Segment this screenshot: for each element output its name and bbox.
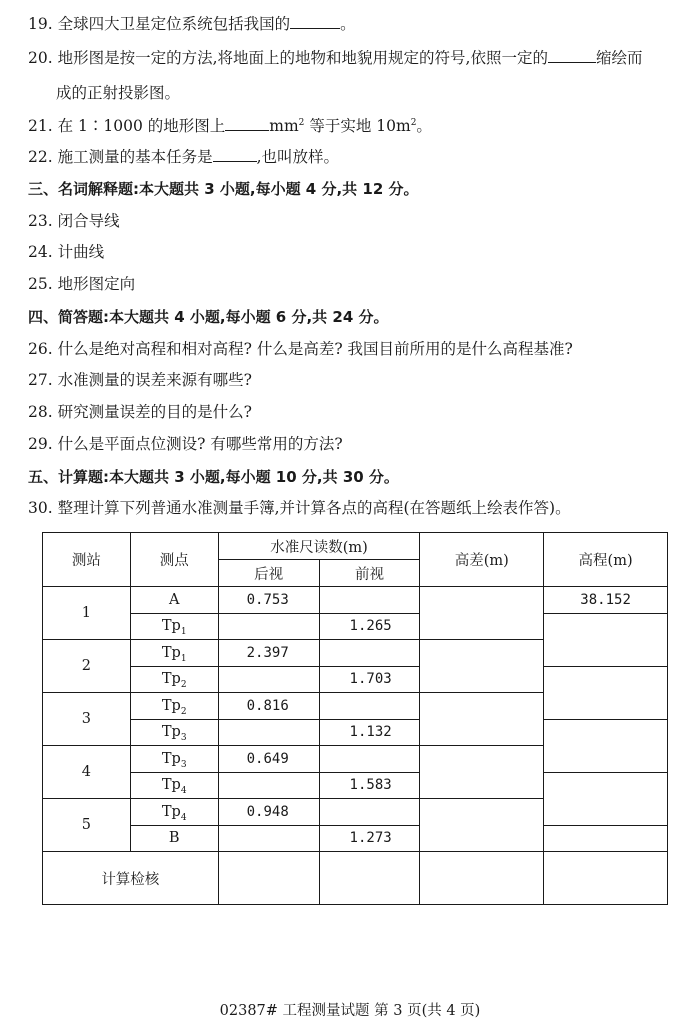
check-elevation-cell	[544, 852, 668, 905]
point-cell: $Tp_3$	[130, 719, 218, 746]
elevation-cell: 38.152	[544, 587, 668, 614]
check-height-diff-cell	[420, 852, 544, 905]
point-cell: $Tp_1$	[130, 640, 218, 667]
question-20-continued: 成的正射投影图。	[56, 84, 181, 102]
backsight-cell	[218, 613, 319, 640]
point-cell: $Tp_1$	[130, 613, 218, 640]
answer-blank	[548, 48, 596, 63]
elevation-cell	[544, 719, 668, 772]
header-point: 测点	[130, 533, 218, 587]
header-reading: 水准尺读数(m)	[218, 533, 420, 560]
foresight-cell: 1.132	[319, 719, 420, 746]
backsight-cell	[218, 825, 319, 852]
page-footer: 02387# 工程测量试题 第 3 页(共 4 页)	[219, 1003, 481, 1019]
station-cell: 3	[43, 693, 131, 746]
answer-blank	[213, 147, 257, 162]
station-cell: 4	[43, 746, 131, 799]
foresight-cell	[319, 746, 420, 773]
height-diff-cell	[420, 587, 544, 640]
leveling-table	[42, 532, 668, 905]
point-cell: $Tp_2$	[130, 693, 218, 720]
header-backsight: 后视	[218, 560, 319, 587]
height-diff-cell	[420, 693, 544, 746]
backsight-cell: 2.397	[218, 640, 319, 667]
question-27: 27. 水准测量的误差来源有哪些?	[28, 371, 252, 389]
header-height-diff: 高差(m)	[420, 533, 544, 587]
elevation-cell	[544, 772, 668, 825]
elevation-cell	[544, 825, 668, 852]
point-cell: $Tp_2$	[130, 666, 218, 693]
question-28: 28. 研究测量误差的目的是什么?	[28, 403, 252, 421]
foresight-cell: 1.583	[319, 772, 420, 799]
section-5-title: 五、计算题:本大题共 3 小题,每小题 10 分,共 30 分。	[28, 468, 399, 486]
foresight-cell	[319, 587, 420, 614]
foresight-cell	[319, 640, 420, 667]
backsight-cell	[218, 719, 319, 746]
backsight-cell: 0.753	[218, 587, 319, 614]
header-station: 测站	[43, 533, 131, 587]
foresight-cell: 1.703	[319, 666, 420, 693]
check-label: 计算检核	[43, 852, 219, 905]
question-25: 25. 地形图定向	[28, 275, 136, 293]
station-cell: 5	[43, 799, 131, 852]
elevation-cell	[544, 666, 668, 719]
height-diff-cell	[420, 640, 544, 693]
foresight-cell	[319, 799, 420, 826]
backsight-cell: 0.948	[218, 799, 319, 826]
backsight-cell: 0.649	[218, 746, 319, 773]
point-cell: B	[130, 825, 218, 852]
question-24: 24. 计曲线	[28, 243, 105, 261]
foresight-cell	[319, 693, 420, 720]
question-20: 20. 地形图是按一定的方法,将地面上的地物和地貌用规定的符号,依照一定的 缩绘而	[28, 49, 643, 67]
check-backsight-cell	[218, 852, 319, 905]
question-30: 30. 整理计算下列普通水准测量手簿,并计算各点的高程(在答题纸上绘表作答)。	[28, 499, 571, 517]
point-cell: $Tp_3$	[130, 746, 218, 773]
elevation-cell	[544, 613, 668, 666]
height-diff-cell	[420, 799, 544, 852]
point-cell: $Tp_4$	[130, 772, 218, 799]
question-26: 26. 什么是绝对高程和相对高程? 什么是高差? 我国目前所用的是什么高程基准?	[28, 340, 573, 358]
answer-blank	[225, 116, 269, 131]
answer-blank	[290, 14, 340, 29]
check-foresight-cell	[319, 852, 420, 905]
question-23: 23. 闭合导线	[28, 212, 120, 230]
station-cell: 1	[43, 587, 131, 640]
header-foresight: 前视	[319, 560, 420, 587]
section-4-title: 四、简答题:本大题共 4 小题,每小题 6 分,共 24 分。	[28, 308, 389, 326]
question-21: 21. 在 1∶1000 的地形图上 $mm^2$ 等于实地 $10m^2$。	[28, 117, 432, 135]
height-diff-cell	[420, 746, 544, 799]
question-22: 22. 施工测量的基本任务是 ,也叫放样。	[28, 148, 340, 166]
question-29: 29. 什么是平面点位测设? 有哪些常用的方法?	[28, 435, 343, 453]
header-elevation: 高程(m)	[544, 533, 668, 587]
point-cell: $Tp_4$	[130, 799, 218, 826]
question-19: 19. 全球四大卫星定位系统包括我国的 。	[28, 15, 356, 33]
backsight-cell	[218, 666, 319, 693]
backsight-cell: 0.816	[218, 693, 319, 720]
backsight-cell	[218, 772, 319, 799]
foresight-cell: 1.265	[319, 613, 420, 640]
station-cell: 2	[43, 640, 131, 693]
point-cell: A	[130, 587, 218, 614]
section-3-title: 三、名词解释题:本大题共 3 小题,每小题 4 分,共 12 分。	[28, 180, 419, 198]
foresight-cell: 1.273	[319, 825, 420, 852]
